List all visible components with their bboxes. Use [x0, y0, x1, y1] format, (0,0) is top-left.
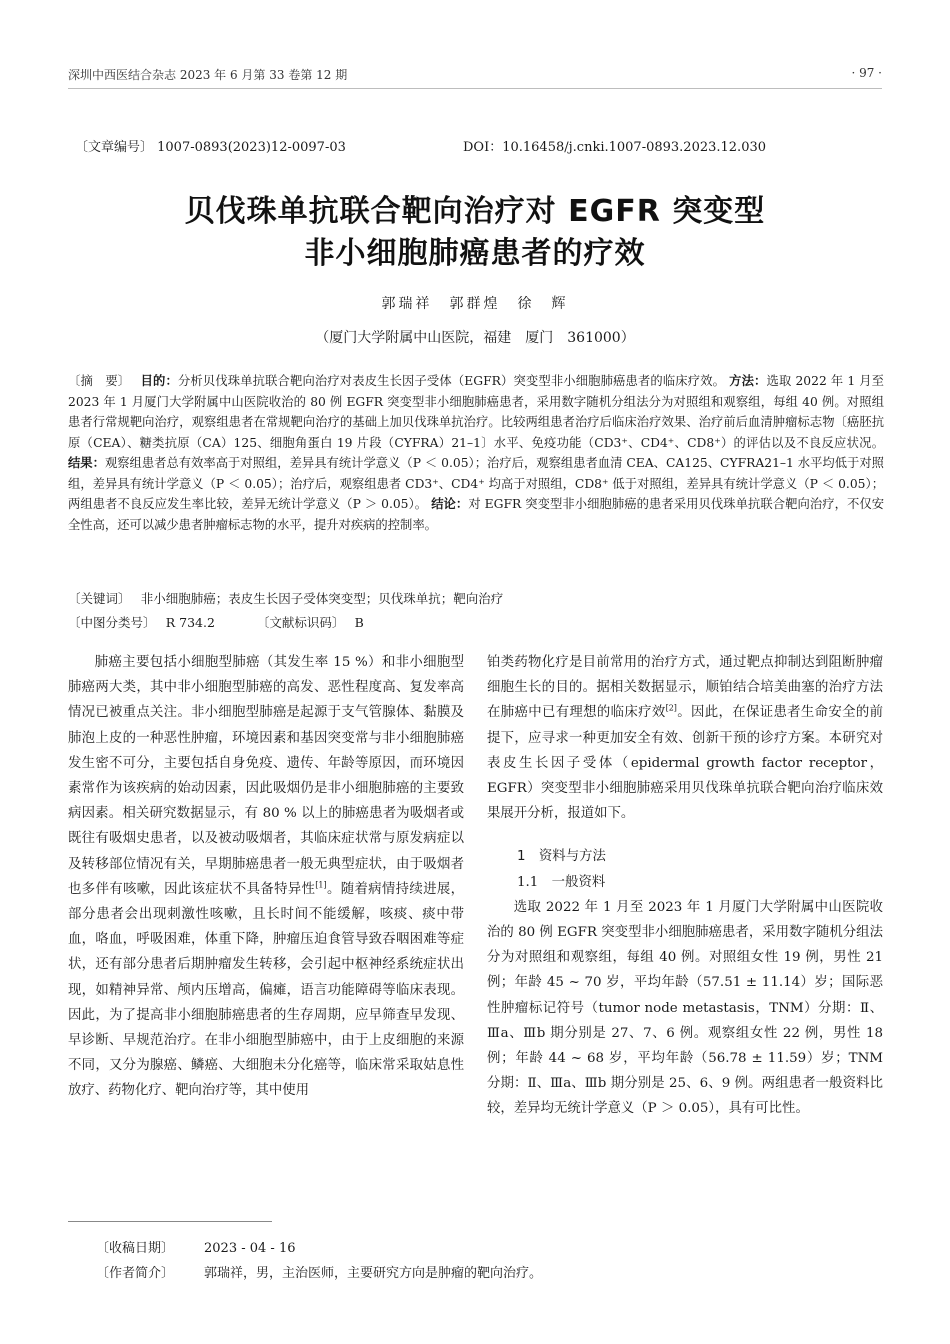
citation-2[interactable]: [2] — [665, 703, 677, 713]
citation-1[interactable]: [1] — [315, 880, 327, 890]
author-bio-label: 〔作者简介〕 — [96, 1266, 175, 1281]
keywords — [68, 589, 884, 607]
received-value: 2023 - 04 - 16 — [204, 1241, 296, 1256]
keywords-label: 〔关键词〕 — [68, 591, 125, 606]
article-number: 〔文章编号〕 1007-0893(2023)12-0097-03 — [75, 140, 346, 155]
intro-cont-text: 铂类药物化疗是目前常用的治疗方式，通过靶点抑制达到阻断肿瘤细胞生长的目的。据相关数据显示，顺铂结合培美曲塞的治疗方法在肺癌中已有理想的临床疗效 — [487, 655, 883, 721]
body-column-right — [487, 650, 883, 1122]
doc-code-value: B — [354, 615, 364, 630]
abstract-label: 〔摘 要〕 — [68, 374, 125, 388]
section-heading-1-1: 1.1 一般资料 — [517, 874, 606, 890]
conclusion-label: 结论： — [431, 497, 469, 511]
methods-text: 选取 2022 年 1 月至 2023 年 1 月厦门大学附属中山医院收治的 80 例 EGFR 突变型非小细胞肺癌患者，采用数字随机分组法分为对照组和观察组，每组 40 例。对照组患者行常规靶向治疗，观察组患者在常规靶向治疗的基础上加贝伐珠单抗治疗。比较两组患者治疗后临床治疗效果、治疗前后血清肿瘤标志物〔癌胚抗原（CEA）、糖类抗原（CA）125、细胞角蛋白 19 片段（CYFRA）21–1〕水平、免疫功能（CD3⁺、CD4⁺、CD8⁺）的评估以及不良反应状况。 — [68, 374, 884, 450]
doi: DOI：10.16458/j.cnki.1007-0893.2023.12.030 — [463, 140, 767, 155]
journal-name: 深圳中西医结合杂志 2023 年 6 月第 33 卷第 12 期 — [68, 68, 348, 82]
results-label: 结果： — [68, 456, 105, 470]
general-data-paragraph: 选取 2022 年 1 月至 2023 年 1 月厦门大学附属中山医院收治的 80 例 EGFR 突变型非小细胞肺癌患者，采用数字随机分组法分为对照组和观察组，每组 40 例。对照组女性 19 例，男性 21 例；年龄 45 ~ 70 岁，平均年龄（57.51 ± 11.14）岁；国际恶性肿瘤标记符号（tumor node metastasis，TNM）分期：Ⅱ、Ⅲa、Ⅲb 期分别是 27、7、6 例。观察组女性 22 例，男性 18 例；年龄 44 ~ 68 岁，平均年龄（56.78 ± 11.59）岁；TNM 分期：Ⅱ、Ⅲa、Ⅲb 期分别是 25、6、9 例。两组患者一般资料比较，差异均无统计学意义（P ＞ 0.05），具有可比性。 — [487, 899, 883, 1117]
classification — [68, 613, 884, 631]
intro-cont-text-2: 。因此，在保证患者生命安全的前提下，应寻求一种更加安全有效、创新干预的诊疗方案。本研究对表皮生长因子受体（epidermal growth factor receptor，EGFR）突变型非小细胞肺癌采用贝伐珠单抗联合靶向治疗临床效果展开分析，报道如下。 — [487, 705, 884, 822]
intro-paragraph-cont — [487, 650, 883, 826]
footnote-rule — [68, 1221, 272, 1222]
objective-text: 分析贝伐珠单抗联合靶向治疗对表皮生长因子受体（EGFR）突变型非小细胞肺癌患者的临床疗效。 — [177, 374, 726, 388]
author-bio-value: 郭瑞祥，男，主治医师，主要研究方向是肿瘤的靶向治疗。 — [204, 1266, 543, 1281]
article-title-line-1: 贝伐珠单抗联合靶向治疗对 EGFR 突变型 — [184, 194, 766, 229]
intro-text-cont: 。随着病情持续进展，部分患者会出现刺激性咳嗽，且长时间不能缓解，咳痰、痰中带血，咯血，呼吸困难，体重下降，肿瘤压迫食管导致吞咽困难等症状，还有部分患者后期肿瘤发生转移，会引起中枢神经系统症状出现，如精神异常、颅内压增高，偏瘫，语言功能障碍等临床表现。因此，为了提高非小细胞肺癌患者的生存周期，应早筛查早发现、早诊断、早规范治疗。在非小细胞型肺癌中，由于上皮细胞的来源不同，又分为腺癌、鳞癌、大细胞未分化癌等，临床常采取姑息性放疗、药物化疗、靶向治疗等，其中使用 — [68, 881, 465, 1099]
clc-label: 〔中图分类号〕 — [68, 615, 150, 630]
methods-label: 方法： — [729, 374, 767, 388]
received-date — [96, 1237, 295, 1256]
conclusion-text: 对 EGFR 突变型非小细胞肺癌的患者采用贝伐珠单抗联合靶向治疗，不仅安全性高，还可以减少患者肿瘤标志物的水平，提升对疾病的控制率。 — [68, 497, 884, 532]
header-rule — [68, 88, 882, 89]
results-text: 观察组患者总有效率高于对照组，差异具有统计学意义（P ＜ 0.05）；治疗后，观察组患者血清 CEA、CA125、CYFRA21–1 水平均低于对照组，差异具有统计学意义（P ＜ 0.05）；治疗后，观察组患者 CD3⁺、CD4⁺ 均高于对照组，CD8⁺ 低于对照组，差异具有统计学意义（P ＜ 0.05）；两组患者不良反应发生率比较，差异无统计学意义（P ＞ 0.05）。 — [68, 456, 884, 511]
section-heading-1: 1 资料与方法 — [517, 849, 606, 865]
body-column-left — [68, 650, 464, 1104]
page-number: · 97 · — [851, 66, 882, 80]
running-head — [68, 66, 882, 82]
intro-paragraph — [68, 650, 464, 1104]
affiliation: （厦门大学附属中山医院，福建 厦门 361000） — [315, 330, 635, 346]
article-title-line-2: 非小细胞肺癌患者的疗效 — [304, 236, 646, 271]
received-label: 〔收稿日期〕 — [96, 1241, 175, 1256]
authors: 郭瑞祥 郭群煌 徐 辉 — [381, 296, 569, 312]
doc-code-label: 〔文献标识码〕 — [256, 615, 339, 630]
intro-text: 肺癌主要包括小细胞型肺癌（其发生率 15 %）和非小细胞型肺癌两大类，其中非小细胞型肺癌的高发、恶性程度高、复发率高情况已被重点关注。非小细胞型肺癌是起源于支气管腺体、黏膜及肺泡上皮的一种恶性肿瘤，环境因素和基因突变常与非小细胞肺癌发生密不可分，主要包括自身免疫、遗传、年龄等原因，而环境因素常作为该疾病的始动因素，因此吸烟仍是非小细胞肺癌的主要致病因素。相关研究数据显示，有 80 % 以上的肺癌患者为吸烟者或既往有吸烟史患者，以及被动吸烟者，其临床症状常与原发病症以及转移部位情况有关，早期肺癌患者一般无典型症状，由于吸烟者也多伴有咳嗽，因此该症状不具备特异性 — [68, 655, 464, 897]
abstract — [68, 371, 884, 535]
keywords-text: 非小细胞肺癌；表皮生长因子受体突变型；贝伐珠单抗；靶向治疗 — [140, 591, 504, 606]
clc-value: R 734.2 — [165, 615, 215, 630]
objective-label: 目的： — [140, 374, 178, 388]
author-bio — [96, 1262, 542, 1281]
